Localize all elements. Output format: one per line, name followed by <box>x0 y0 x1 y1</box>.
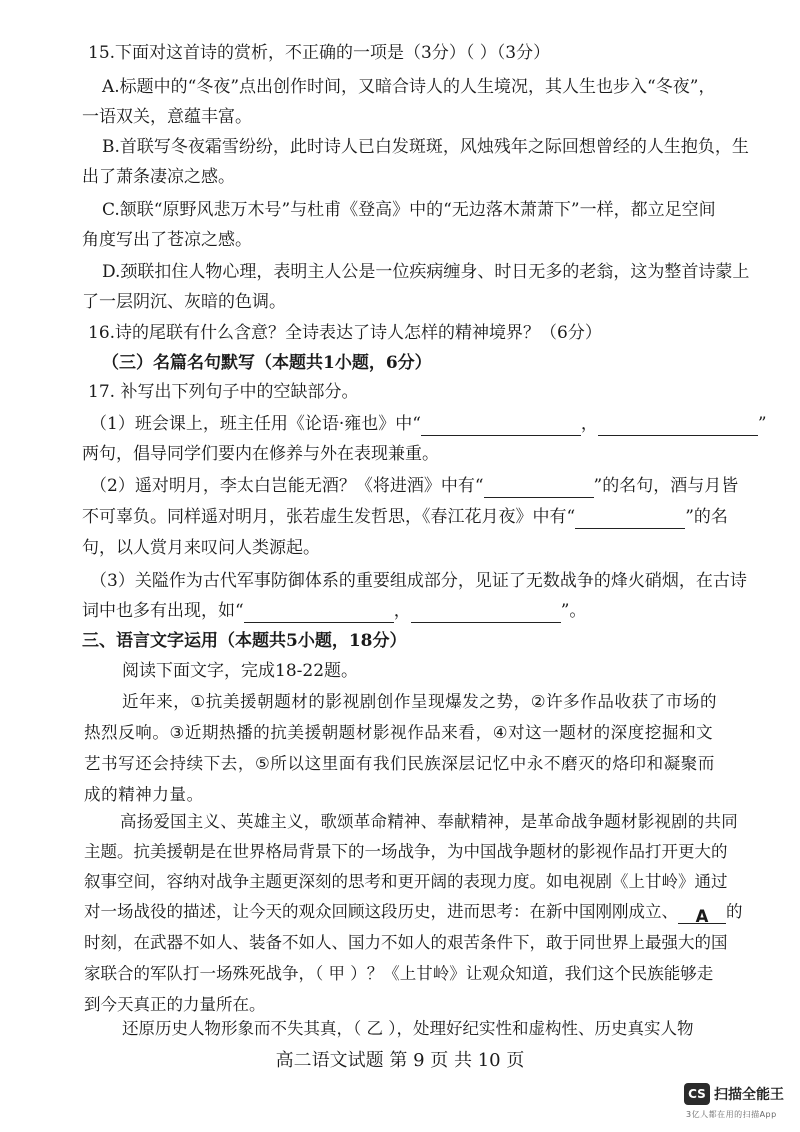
q15-stem: 15.下面对这首诗的赏析，不正确的一项是（3分）（ ）（3分） <box>88 43 551 63</box>
q17-stem: 17. 补写出下列句子中的空缺部分。 <box>88 382 359 402</box>
q17-item2-end: ”的名 <box>685 507 728 527</box>
scanner-app-name: 扫描全能王 <box>714 1087 784 1103</box>
q15-option-c-line2: 角度写出了苍凉之感。 <box>82 230 252 250</box>
q15-option-d-line1: D.颈联扣住人物心理，表明主人公是一位疾病缠身、时日无多的老翁，这为整首诗蒙上 <box>102 262 750 282</box>
q16-stem: 16.诗的尾联有什么含意？全诗表达了诗人怎样的精神境界？（6分） <box>88 323 602 343</box>
answer-blank-2b[interactable] <box>575 510 685 529</box>
passage-p3-line1: 还原历史人物形象而不失其真，（ 乙 ），处理好纪实性和虚构性、历史真实人物 <box>122 1019 694 1038</box>
q17-item1-line2: 两句，倡导同学们要内在修养与外在表现兼重。 <box>82 444 439 464</box>
q17-item3-text: 词中也多有出现，如“ <box>82 601 244 621</box>
q15-option-b-line1: B.首联写冬夜霜雪纷纷，此时诗人已白发斑斑，风烛残年之际回想曾经的人生抱负，生 <box>102 137 749 157</box>
q17-item1-sep: ， <box>580 414 598 434</box>
q17-item3-line1: （3）关隘作为古代军事防御体系的重要组成部分，见证了无数战争的烽火硝烟，在古诗 <box>90 571 747 591</box>
part-three-heading: 三、语言文字运用（本题共5小题，18分） <box>82 631 407 651</box>
passage-p1-line2: 热烈反响。③近期热播的抗美援朝题材影视作品来看，④对这一题材的深度挖掘和文 <box>84 723 714 742</box>
q17-item2-line3: 句，以人赏月来叹问人类源起。 <box>82 538 320 558</box>
q17-item2-mid: ”的名句，酒与月皆 <box>593 476 739 496</box>
q15-option-c-line1: C.颔联“原野风悲万木号”与杜甫《登高》中的“无边落木萧萧下”一样，都立足空间 <box>102 200 716 220</box>
answer-blank-2a[interactable] <box>484 479 594 498</box>
passage-p2-line4-text: 对一场战役的描述，让今天的观众回顾这段历史，进而思考：在新中国刚刚成立、 <box>84 902 678 921</box>
passage-p1-line4: 成的精神力量。 <box>84 785 204 804</box>
passage-p2-line3: 叙事空间，容纳对战争主题更深刻的思考和更开阔的表现力度。如电视剧《上甘岭》通过 <box>84 872 728 891</box>
passage-p2-line7: 到今天真正的力量所在。 <box>84 995 266 1014</box>
q17-item3-line2 <box>82 599 586 623</box>
answer-blank-3b[interactable] <box>411 604 561 623</box>
q15-option-d-line2: 了一层阴沉、灰暗的色调。 <box>82 292 286 312</box>
answer-blank-1a[interactable] <box>421 417 581 436</box>
scanner-tagline: 3亿人都在用的扫描App <box>686 1110 777 1119</box>
passage-p1-line1: 近年来，①抗美援朝题材的影视剧创作呈现爆发之势，②许多作品收获了市场的 <box>122 692 718 711</box>
scanner-watermark <box>684 1083 794 1123</box>
answer-blank-1b[interactable] <box>598 417 758 436</box>
answer-blank-3a[interactable] <box>244 604 394 623</box>
passage-p2-line6: 家联合的军队打一场殊死战争，（ 甲 ）？《上甘岭》让观众知道，我们这个民族能够走 <box>84 964 714 983</box>
q17-item1-text: （1）班会课上，班主任用《论语·雍也》中“ <box>90 414 421 434</box>
passage-p2-line5: 时刻，在武器不如人、装备不如人、国力不如人的艰苦条件下，敢于同世界上最强大的国 <box>84 933 728 952</box>
q17-item3-end: ”。 <box>560 601 587 621</box>
passage-p1-line3: 艺书写还会持续下去，⑤所以这里面有我们民族深层记忆中永不磨灭的烙印和凝聚而 <box>84 754 715 773</box>
q17-item2-line1 <box>90 474 738 498</box>
passage-p2-line4 <box>84 900 743 924</box>
reading-instruction: 阅读下面文字，完成18-22题。 <box>122 661 359 681</box>
blank-a[interactable] <box>678 905 726 924</box>
q15-option-b-line2: 出了萧条凄凉之感。 <box>82 167 235 187</box>
passage-p2-line4-end: 的 <box>726 902 743 921</box>
q17-item2-line2 <box>82 505 728 529</box>
q17-item2-text2: 不可辜负。同样遥对明月，张若虚生发哲思，《春江花月夜》中有“ <box>82 507 576 527</box>
passage-p2-line1: 高扬爱国主义、英雄主义，歌颂革命精神、奉献精神，是革命战争题材影视剧的共同 <box>120 812 738 831</box>
q17-item1-line1 <box>90 412 767 436</box>
page-footer: 高二语文试题 第 9 页 共 10 页 <box>275 1050 525 1071</box>
camscanner-logo-icon: CS <box>684 1083 710 1105</box>
q17-item2-text: （2）遥对明月，李太白岂能无酒？《将进酒》中有“ <box>90 476 484 496</box>
section-famous-lines-heading: （三）名篇名句默写（本题共1小题，6分） <box>102 353 432 373</box>
blank-a-label: A <box>695 907 709 926</box>
q17-item3-sep: ， <box>393 601 411 621</box>
q15-option-a-line1: A.标题中的“冬夜”点出创作时间，又暗合诗人的人生境况，其人生也步入“冬夜”， <box>102 77 716 97</box>
passage-p2-line2: 主题。抗美援朝是在世界格局背景下的一场战争，为中国战争题材的影视作品打开更大的 <box>84 842 728 861</box>
q17-item1-end: ” <box>757 414 767 434</box>
q15-option-a-line2: 一语双关，意蕴丰富。 <box>82 107 252 127</box>
